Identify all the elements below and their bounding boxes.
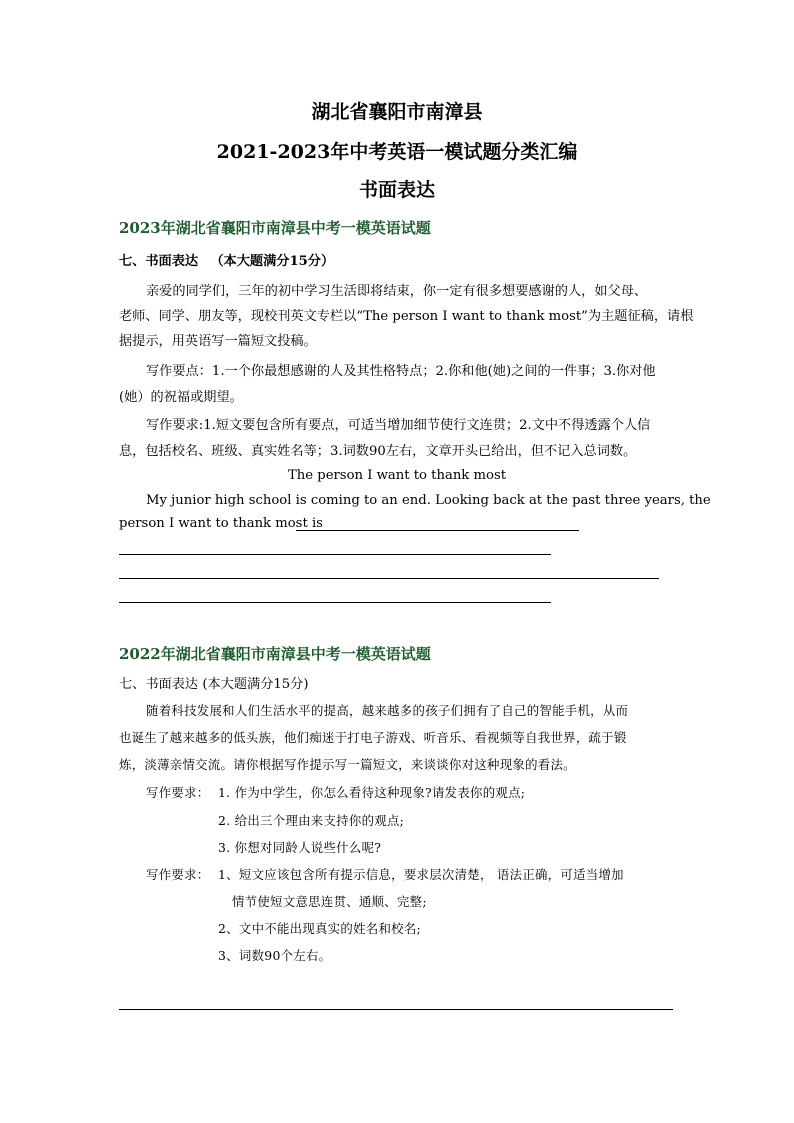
answer-line — [119, 554, 551, 555]
doc-title-region: 湖北省襄阳市南漳县 — [311, 101, 483, 123]
intro-2022-line1: 随着科技发展和人们生活水平的提高，越来越多的孩子们拥有了自己的智能手机，从而 — [146, 703, 629, 718]
req2-2022-item: 2、文中不能出现真实的姓名和校名; — [218, 921, 422, 936]
req-2023-line1: 写作要求:1.短文要包含所有要点，可适当增加细节使行文连贯；2.文中不得透露个人信 — [146, 418, 651, 433]
answer-line — [119, 602, 551, 603]
req1-2022-label: 写作要求： — [146, 785, 210, 800]
req2-2022-item: 3、词数90个左右。 — [218, 948, 332, 963]
question-2023-score: （本大题满分15分） — [210, 254, 335, 269]
footer-divider — [119, 1009, 673, 1010]
essay-2023-start-line2: person I want to thank most is — [119, 516, 323, 531]
intro-2023-line1: 亲爱的同学们，三年的初中学习生活即将结束，你一定有很多想要感谢的人，如父母、 — [146, 284, 648, 299]
section-2023-heading: 2023年湖北省襄阳市南漳县中考一模英语试题 — [119, 219, 431, 237]
question-2022-label: 七、书面表达 (本大题满分15分) — [119, 677, 309, 692]
req-2023-line2: 息，包括校名、班级、真实姓名等；3.词数90左右，文章开头已给出，但不记入总词数。 — [119, 444, 637, 459]
req2-2022-item: 1、短文应该包含所有提示信息，要求层次清楚， 语法正确，可适当增加 — [218, 867, 624, 882]
req1-2022-item: 3. 你想对同龄人说些什么呢? — [218, 840, 382, 855]
intro-2023-line3: 据提示，用英语写一篇短文投稿。 — [119, 334, 317, 349]
question-2023-label — [119, 250, 334, 269]
essay-2023-start-line1: My junior high school is coming to an end. Looking back at the past three years, the — [146, 493, 711, 508]
intro-2023-line2: 老师、同学、朋友等，现校刊英文专栏以“The person I want to thank most”为主题征稿，请根 — [119, 309, 694, 324]
points-2023-line2: (她）的祝福或期望。 — [119, 390, 243, 405]
intro-2022-line3: 炼，淡薄亲情交流。请你根据写作提示写一篇短文，来谈谈你对这种现象的看法。 — [119, 757, 576, 772]
section-2022-heading: 2022年湖北省襄阳市南漳县中考一模英语试题 — [119, 645, 431, 663]
answer-line — [296, 530, 579, 531]
req2-2022-item: 情节使短文意思连贯、通顺、完整; — [232, 894, 427, 909]
intro-2022-line2: 也诞生了越来越多的低头族，他们痴迷于打电子游戏、听音乐、看视频等自我世界，疏于锻 — [119, 730, 627, 745]
req1-2022-item: 1. 作为中学生，你怎么看待这种现象?请发表你的观点; — [218, 785, 526, 800]
points-2023-line1: 写作要点：1.一个你最想感谢的人及其性格特点；2.你和他(她)之间的一件事；3.你对他 — [146, 364, 656, 379]
essay-2023-title: The person I want to thank most — [287, 468, 507, 483]
req2-2022-label: 写作要求： — [146, 867, 210, 882]
answer-line — [119, 578, 659, 579]
doc-title-series: 2021-2023年中考英语一模试题分类汇编 — [216, 141, 578, 163]
doc-title-topic: 书面表达 — [358, 179, 435, 201]
question-2023-number: 七、书面表达 — [119, 254, 199, 269]
req1-2022-item: 2. 给出三个理由来支持你的观点; — [218, 813, 405, 828]
